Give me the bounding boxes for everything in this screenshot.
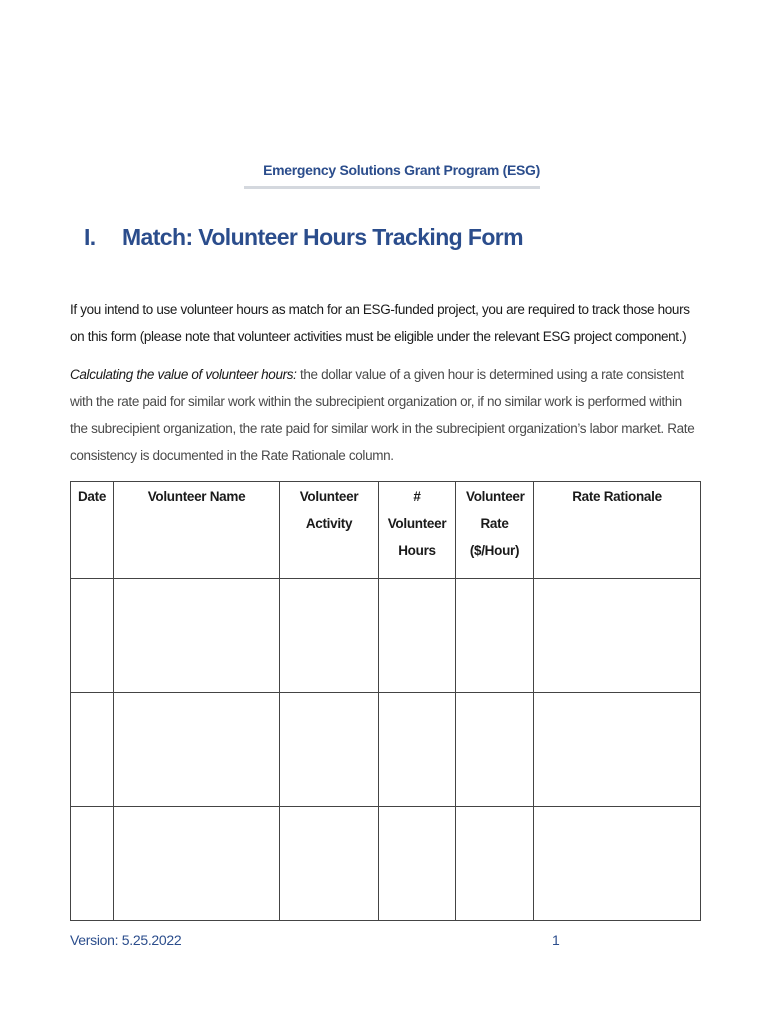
header-volunteer-name: Volunteer Name: [114, 482, 280, 579]
date-cell[interactable]: [71, 693, 114, 807]
rate-rationale-cell[interactable]: [534, 693, 701, 807]
section-number: I.: [84, 224, 96, 250]
header-volunteer-rate: Volunteer Rate ($/Hour): [456, 482, 534, 579]
volunteer-hours-table: [70, 481, 701, 921]
page-number: 1: [552, 932, 560, 948]
header-divider: [244, 186, 540, 189]
volunteer-activity-cell[interactable]: [280, 807, 379, 921]
table-header-row: [71, 482, 701, 579]
section-title: Match: Volunteer Hours Tracking Form: [122, 224, 523, 250]
header-date: Date: [71, 482, 114, 579]
volunteer-activity-cell[interactable]: [280, 579, 379, 693]
date-cell[interactable]: [71, 807, 114, 921]
rate-rationale-cell[interactable]: [534, 807, 701, 921]
header-volunteer-activity: Volunteer Activity: [280, 482, 379, 579]
volunteer-activity-cell[interactable]: [280, 693, 379, 807]
version-label: Version: 5.25.2022: [70, 932, 182, 948]
volunteer-name-cell[interactable]: [114, 693, 280, 807]
table-row: [71, 579, 701, 693]
volunteer-hours-cell[interactable]: [379, 693, 456, 807]
table-row: [71, 693, 701, 807]
calculation-paragraph: [70, 361, 700, 469]
volunteer-hours-cell[interactable]: [379, 807, 456, 921]
header-rate-rationale: Rate Rationale: [534, 482, 701, 579]
volunteer-name-cell[interactable]: [114, 579, 280, 693]
volunteer-name-cell[interactable]: [114, 807, 280, 921]
header-volunteer-hours: # Volunteer Hours: [379, 482, 456, 579]
calculation-lead: Calculating the value of volunteer hours:: [70, 367, 297, 382]
rate-rationale-cell[interactable]: [534, 579, 701, 693]
volunteer-rate-cell[interactable]: [456, 693, 534, 807]
date-cell[interactable]: [71, 579, 114, 693]
intro-paragraph: If you intend to use volunteer hours as match for an ESG-funded project, you are required to track those hours on this form (please note that volunteer activities must be eligible under the relevant ESG project component.): [70, 302, 690, 344]
volunteer-rate-cell[interactable]: [456, 807, 534, 921]
table-row: [71, 807, 701, 921]
volunteer-hours-cell[interactable]: [379, 579, 456, 693]
program-title: Emergency Solutions Grant Program (ESG): [263, 162, 540, 178]
calculation-text: the dollar value of a given hour is determined using a rate consistent with the rate paid for similar work within the subrecipient organization or, if no similar work is performed within the subrecipient organization, the rate paid for similar work in the subrecipient organization’s labor market. Rate consistency is documented in the Rate Rationale column.: [70, 367, 695, 463]
section-heading: [84, 224, 523, 251]
volunteer-rate-cell[interactable]: [456, 579, 534, 693]
